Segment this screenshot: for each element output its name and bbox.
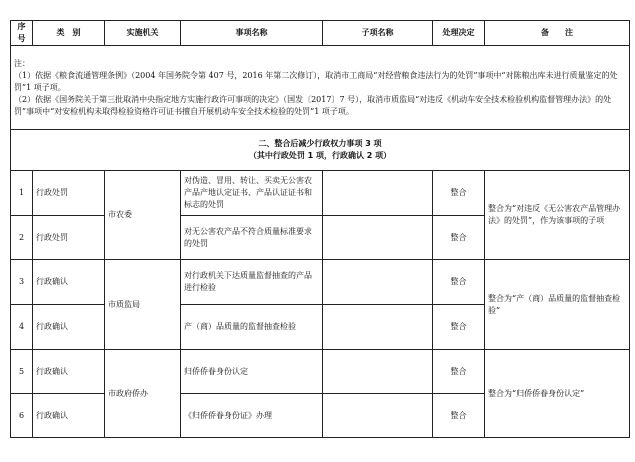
- row-seq: 4: [11, 305, 33, 350]
- section-row: [11, 130, 630, 171]
- row-seq: 2: [11, 216, 33, 260]
- row-seq: 3: [11, 260, 33, 305]
- row-remark: 整合为“对违反《无公害农产品管理办法》的处罚”，作为该事项的子项: [485, 171, 630, 260]
- row-decision: 整合: [433, 305, 485, 350]
- note-2: （2）依据《国务院关于第三批取消中央指定地方实施行政许可事项的决定》（国发〔2017〕7 号），取消市质监局“对违反《机动车安全技术检验机构监督管理办法》的处罚”事项中“对安检机构未取得检验资格许可证书擅自开展机动车安全技术检验的处罚”1 项子项。: [14, 94, 612, 116]
- row-category: 行政确认: [33, 305, 105, 350]
- row-agency: 市农委: [105, 171, 181, 260]
- row-agency: 市政府侨办: [105, 350, 181, 438]
- row-seq: 6: [11, 394, 33, 438]
- header-category: 类 别: [33, 21, 105, 46]
- table-row: [11, 260, 630, 305]
- row-decision: 整合: [433, 350, 485, 394]
- header-item: 事项名称: [181, 21, 323, 46]
- header-seq: 序号: [11, 21, 33, 46]
- section-heading: [11, 130, 630, 171]
- row-seq: 5: [11, 350, 33, 394]
- power-items-table: [10, 20, 630, 438]
- row-item: 对行政机关下达质量监督抽查的产品进行检验: [181, 260, 323, 305]
- row-decision: 整合: [433, 171, 485, 216]
- row-item: 归侨侨眷身份认定: [181, 350, 323, 394]
- row-subitem: [323, 305, 433, 350]
- row-item: 对无公害农产品不符合质量标准要求的处罚: [181, 216, 323, 260]
- row-subitem: [323, 260, 433, 305]
- row-category: 行政确认: [33, 260, 105, 305]
- row-category: 行政处罚: [33, 171, 105, 216]
- row-agency: 市质监局: [105, 260, 181, 350]
- row-subitem: [323, 394, 433, 438]
- table-row: [11, 350, 630, 394]
- section-title: 二、整合后减少行政权力事项 3 项: [258, 139, 382, 148]
- notes-row: [11, 46, 630, 130]
- note-1: （1）依据《粮食流通管理条例》（2004 年国务院令第 407 号，2016 年第二次修订），取消市工商局“对经营粮食违法行为的处罚”事项中“对陈粮出库未进行质量鉴定的处罚”1 项子项。: [14, 70, 618, 92]
- row-decision: 整合: [433, 260, 485, 305]
- row-item: 对伪造、冒用、转让、买卖无公害农产品产地认定证书、产品认证证书和标志的处罚: [181, 171, 323, 216]
- note-label: 注：: [14, 58, 30, 68]
- header-agency: 实施机关: [105, 21, 181, 46]
- section-subtitle: （其中行政处罚 1 项，行政确认 2 项）: [248, 151, 392, 160]
- row-remark: 整合为“归侨侨眷身份认定”: [485, 350, 630, 438]
- row-decision: 整合: [433, 216, 485, 260]
- row-subitem: [323, 350, 433, 394]
- row-seq: 1: [11, 171, 33, 216]
- row-remark: 整合为“产（商）品质量的监督抽查检验”: [485, 260, 630, 350]
- row-decision: 整合: [433, 394, 485, 438]
- row-subitem: [323, 216, 433, 260]
- row-subitem: [323, 171, 433, 216]
- notes-cell: [11, 46, 630, 130]
- row-category: 行政确认: [33, 394, 105, 438]
- header-remark: 备 注: [485, 21, 630, 46]
- row-item: 产（商）品质量的监督抽查检验: [181, 305, 323, 350]
- table-row: [11, 171, 630, 216]
- header-decision: 处理决定: [433, 21, 485, 46]
- row-category: 行政确认: [33, 350, 105, 394]
- header-subitem: 子项名称: [323, 21, 433, 46]
- row-category: 行政处罚: [33, 216, 105, 260]
- row-item: 《归侨侨眷身份证》办理: [181, 394, 323, 438]
- table-header-row: [11, 21, 630, 46]
